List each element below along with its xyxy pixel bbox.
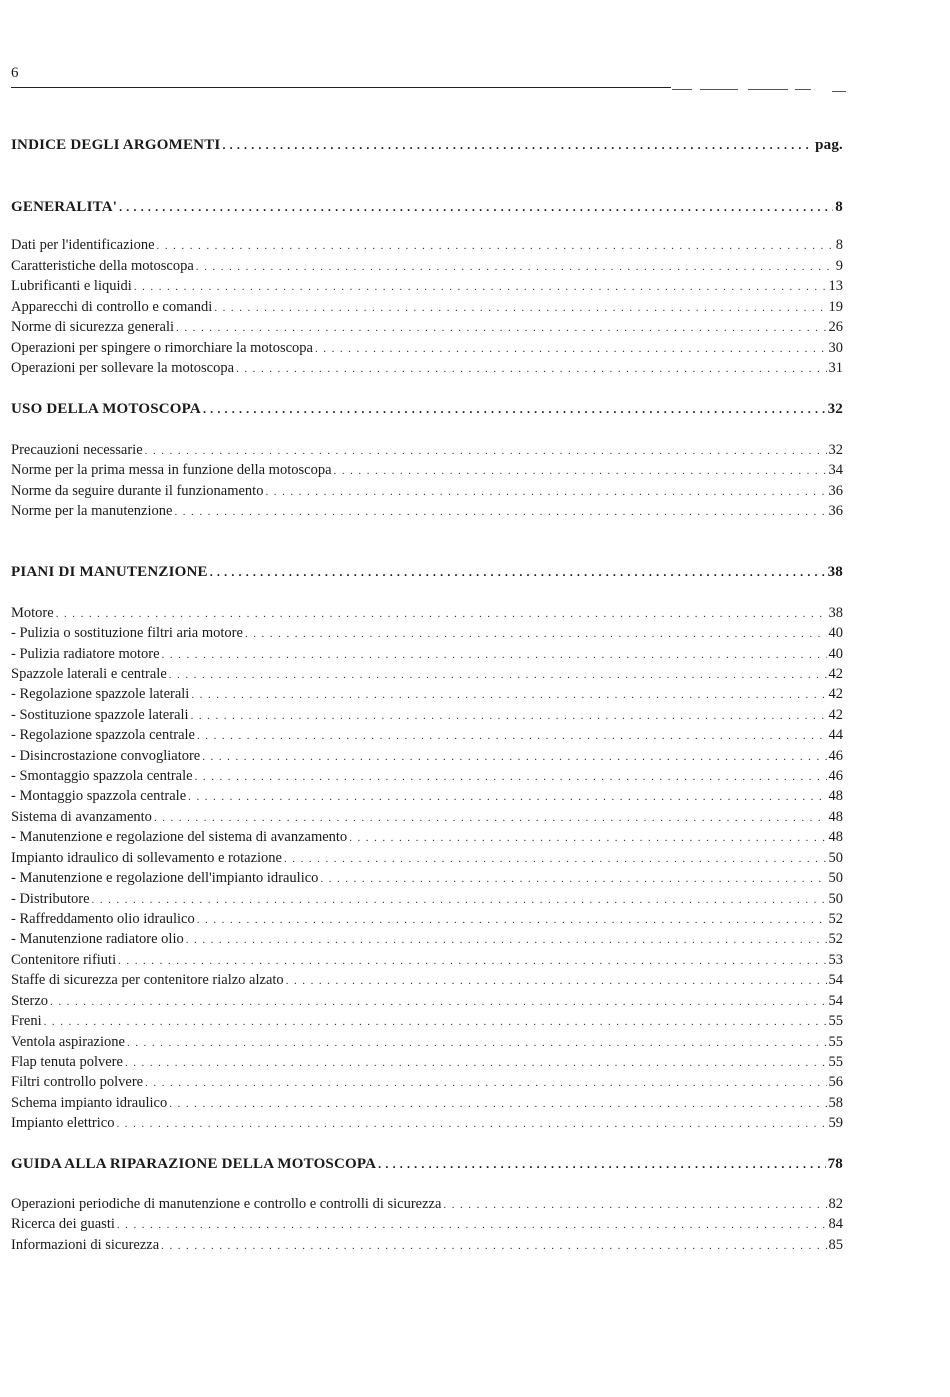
entry-title: Norme da seguire durante il funzionamento (11, 483, 264, 499)
page-ref: 26 (828, 319, 843, 335)
toc-entry-row (11, 991, 843, 1011)
section-title: GUIDA ALLA RIPARAZIONE DELLA MOTOSCOPA (11, 1156, 377, 1172)
toc-entry-row (11, 1113, 843, 1133)
dot-leader (210, 562, 826, 582)
toc-entry-row (11, 766, 843, 786)
page-ref: 58 (828, 1095, 843, 1111)
dot-leader (188, 787, 826, 807)
dot-leader (162, 645, 827, 665)
page-ref: 42 (828, 707, 843, 723)
toc-entry-row (11, 235, 843, 255)
toc-entry-row (11, 725, 843, 745)
page-ref: 30 (828, 340, 843, 356)
page-ref: 55 (828, 1034, 843, 1050)
header-rule-dash (700, 89, 738, 90)
dot-leader (320, 869, 826, 889)
dot-leader (134, 277, 827, 297)
entry-title: - Regolazione spazzola centrale (11, 727, 195, 743)
entry-title: - Sostituzione spazzole laterali (11, 707, 189, 723)
entry-title: Flap tenuta polvere (11, 1054, 123, 1070)
page-ref: 19 (828, 299, 843, 315)
entry-title: Filtri controllo polvere (11, 1074, 144, 1090)
dot-leader (176, 318, 826, 338)
entry-title: Norme di sicurezza generali (11, 319, 175, 335)
toc-entry-row (11, 1093, 843, 1113)
page-number: 6 (11, 65, 19, 81)
dot-leader (315, 339, 827, 359)
toc-entry-row (11, 358, 843, 378)
page-ref: 50 (828, 891, 843, 907)
page-ref: 9 (835, 258, 843, 274)
toc-entry-row (11, 460, 843, 480)
dot-leader (265, 482, 826, 502)
page-ref: 48 (828, 829, 843, 845)
dot-leader (191, 706, 827, 726)
dot-leader (284, 849, 827, 869)
entry-title: Operazioni per sollevare la motoscopa (11, 360, 235, 376)
entry-title: - Pulizia radiatore motore (11, 646, 160, 662)
dot-leader (157, 236, 834, 256)
toc-entry-row (11, 317, 843, 337)
entry-title: Ricerca dei guasti (11, 1216, 115, 1232)
entry-title: Staffe di sicurezza per contenitore rialzo alzato (11, 972, 284, 988)
dot-leader (145, 441, 827, 461)
entry-title: Operazioni per spingere o rimorchiare la motoscopa (11, 340, 313, 356)
toc-section-row (11, 197, 843, 217)
section-title: PIANI DI MANUTENZIONE (11, 564, 208, 580)
dot-leader (197, 726, 827, 746)
toc-entry-row (11, 909, 843, 929)
page-ref: 52 (828, 911, 843, 927)
dot-leader (116, 1114, 826, 1134)
header-rule-dash (748, 89, 788, 90)
page-ref: 52 (828, 931, 843, 947)
page-ref: 82 (828, 1196, 843, 1212)
page-ref: 42 (828, 666, 843, 682)
toc-entry-row (11, 297, 843, 317)
entry-title: Impianto elettrico (11, 1115, 115, 1131)
page-ref: 59 (828, 1115, 843, 1131)
dot-leader (145, 1073, 826, 1093)
section-title: GENERALITA' (11, 199, 118, 215)
entry-title: Ventola aspirazione (11, 1034, 125, 1050)
page-ref: 50 (828, 850, 843, 866)
header-rule-dash (832, 91, 846, 92)
page-ref: 38 (828, 605, 843, 621)
toc-entry-row (11, 440, 843, 460)
page-ref: 54 (828, 993, 843, 1009)
toc-entry-row (11, 256, 843, 276)
toc-entry-row (11, 868, 843, 888)
dot-leader (196, 257, 834, 277)
entry-title: - Regolazione spazzole laterali (11, 686, 190, 702)
dot-leader (236, 359, 826, 379)
toc-entry-row (11, 746, 843, 766)
page-ref: 46 (828, 748, 843, 764)
dot-leader (118, 951, 826, 971)
page-ref: 48 (828, 809, 843, 825)
entry-title: Freni (11, 1013, 42, 1029)
entry-title: Precauzioni necessarie (11, 442, 143, 458)
toc-entry-row (11, 1011, 843, 1031)
toc-entry-row (11, 848, 843, 868)
toc-entry-row (11, 684, 843, 704)
page-ref: 8 (835, 237, 843, 253)
page-ref: 55 (828, 1054, 843, 1070)
toc-entry-row (11, 807, 843, 827)
entry-title: Caratteristiche della motoscopa (11, 258, 194, 274)
toc-entry-row (11, 1072, 843, 1092)
entry-title: Dati per l'identificazione (11, 237, 155, 253)
toc-entry-row (11, 889, 843, 909)
entry-title: Apparecchi di controllo e comandi (11, 299, 213, 315)
toc-entry-row (11, 929, 843, 949)
dot-leader (56, 604, 827, 624)
dot-leader (197, 910, 827, 930)
page-ref: 46 (828, 768, 843, 784)
entry-title: Operazioni periodiche di manutenzione e controllo e controlli di sicurezza (11, 1196, 442, 1212)
entry-title: - Distributore (11, 891, 90, 907)
page-ref: 34 (828, 462, 843, 478)
toc-header-title: INDICE DEGLI ARGOMENTI (11, 137, 221, 153)
page-ref: 31 (828, 360, 843, 376)
page-ref: 38 (827, 564, 843, 580)
dot-leader (195, 767, 827, 787)
page-ref: 36 (828, 483, 843, 499)
entry-title: Spazzole laterali e centrale (11, 666, 167, 682)
page-ref: 56 (828, 1074, 843, 1090)
toc-entry-row (11, 276, 843, 296)
entry-title: - Manutenzione e regolazione del sistema di avanzamento (11, 829, 348, 845)
toc-entry-row (11, 501, 843, 521)
header-rule (11, 87, 671, 88)
entry-title: Sistema di avanzamento (11, 809, 152, 825)
dot-leader (286, 971, 827, 991)
header-rule-dash (672, 89, 692, 90)
dot-leader (174, 502, 826, 522)
toc-entry-row (11, 786, 843, 806)
entry-title: - Montaggio spazzola centrale (11, 788, 187, 804)
page-ref: 32 (828, 442, 843, 458)
entry-title: Motore (11, 605, 54, 621)
page-ref: 84 (828, 1216, 843, 1232)
dot-leader (443, 1195, 826, 1215)
page-ref: 54 (828, 972, 843, 988)
page-ref: 40 (828, 646, 843, 662)
dot-leader (92, 890, 827, 910)
toc-section-row (11, 562, 843, 582)
toc-entry-row (11, 1214, 843, 1234)
toc-entry-row (11, 623, 843, 643)
dot-leader (44, 1012, 827, 1032)
entry-title: Norme per la manutenzione (11, 503, 173, 519)
dot-leader (161, 1236, 826, 1256)
dot-leader (202, 747, 826, 767)
entry-title: - Manutenzione radiatore olio (11, 931, 184, 947)
toc-entry-row (11, 644, 843, 664)
toc-entry-row (11, 827, 843, 847)
page-ref: 48 (828, 788, 843, 804)
toc-entry-row (11, 603, 843, 623)
page-ref: 44 (828, 727, 843, 743)
toc-header-row (11, 135, 843, 155)
page-ref: 36 (828, 503, 843, 519)
dot-leader (117, 1215, 827, 1235)
dot-leader (214, 298, 826, 318)
toc-entry-row (11, 481, 843, 501)
toc-entry-row (11, 970, 843, 990)
page-ref: 32 (827, 401, 843, 417)
dot-leader (186, 930, 827, 950)
toc-entry-row (11, 950, 843, 970)
dot-leader (169, 665, 827, 685)
page-ref: 53 (828, 952, 843, 968)
dot-leader (119, 197, 833, 217)
entry-title: Norme per la prima messa in funzione della motoscopa (11, 462, 332, 478)
toc-entry-row (11, 1194, 843, 1214)
toc-entry-row (11, 705, 843, 725)
toc-entry-row (11, 1032, 843, 1052)
page-ref: 8 (835, 199, 843, 215)
page-ref: 85 (828, 1237, 843, 1253)
toc-entry-row (11, 664, 843, 684)
page-ref: 78 (827, 1156, 843, 1172)
entry-title: - Manutenzione e regolazione dell'impianto idraulico (11, 870, 319, 886)
entry-title: Informazioni di sicurezza (11, 1237, 160, 1253)
toc-entry-row (11, 1235, 843, 1255)
dot-leader (203, 399, 826, 419)
entry-title: Lubrificanti e liquidi (11, 278, 132, 294)
section-title: USO DELLA MOTOSCOPA (11, 401, 201, 417)
page-ref: 50 (828, 870, 843, 886)
toc-section-row (11, 399, 843, 419)
dot-leader (349, 828, 826, 848)
toc-header-page-label: pag. (815, 137, 843, 153)
dot-leader (125, 1053, 827, 1073)
header-rule-dash (795, 89, 811, 90)
entry-title: - Pulizia o sostituzione filtri aria motore (11, 625, 243, 641)
dot-leader (169, 1094, 826, 1114)
toc-entry-row (11, 338, 843, 358)
toc-section-row (11, 1154, 843, 1174)
dot-leader (50, 992, 826, 1012)
entry-title: Impianto idraulico di sollevamento e rotazione (11, 850, 282, 866)
entry-title: - Raffreddamento olio idraulico (11, 911, 195, 927)
entry-title: - Smontaggio spazzola centrale (11, 768, 193, 784)
entry-title: - Disincrostazione convogliatore (11, 748, 201, 764)
page-ref: 40 (828, 625, 843, 641)
dot-leader (334, 461, 827, 481)
entry-title: Contenitore rifiuti (11, 952, 117, 968)
entry-title: Schema impianto idraulico (11, 1095, 168, 1111)
entry-title: Sterzo (11, 993, 49, 1009)
dot-leader (222, 135, 813, 155)
page-ref: 55 (828, 1013, 843, 1029)
dot-leader (154, 808, 827, 828)
toc-entry-row (11, 1052, 843, 1072)
dot-leader (378, 1154, 825, 1174)
page-ref: 13 (828, 278, 843, 294)
dot-leader (127, 1033, 827, 1053)
dot-leader (191, 685, 826, 705)
page-ref: 42 (828, 686, 843, 702)
dot-leader (245, 624, 827, 644)
